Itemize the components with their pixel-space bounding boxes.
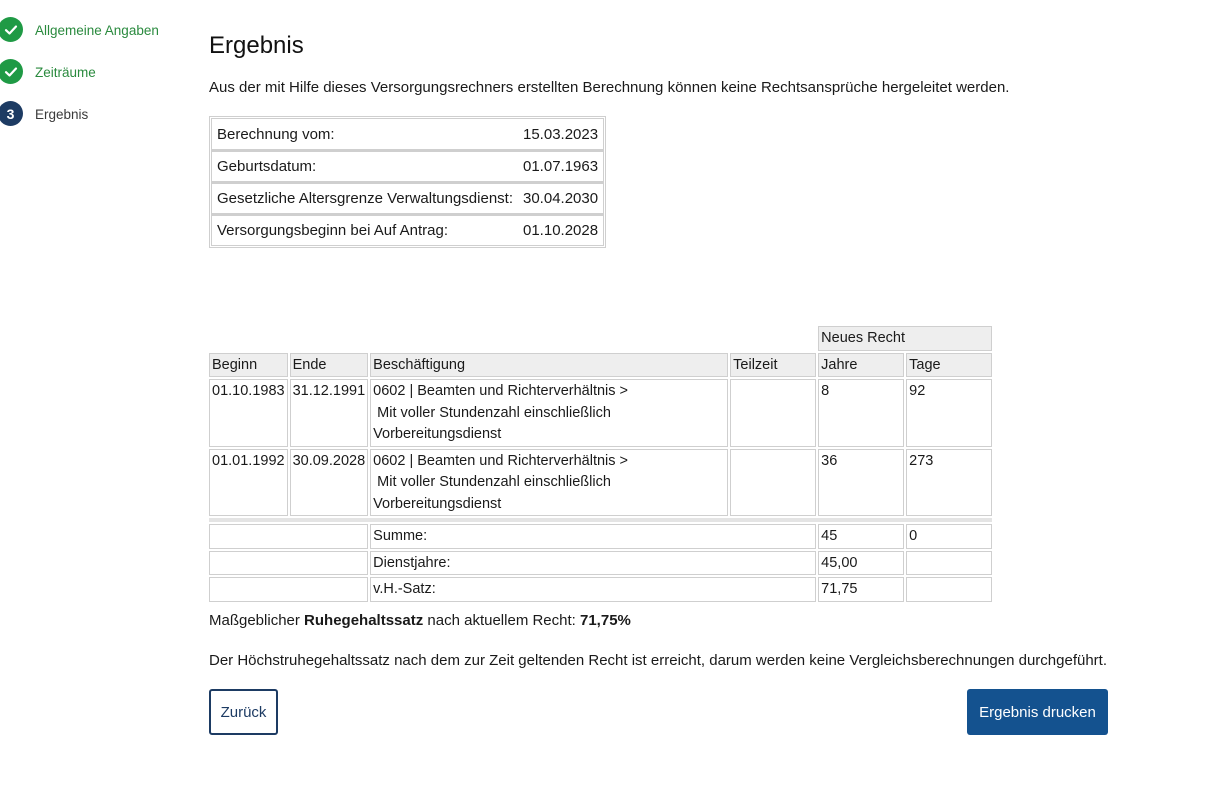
summary-jahre: 71,75 — [818, 577, 904, 602]
info-table — [209, 116, 606, 248]
info-label: Geburtsdatum: — [211, 150, 518, 182]
summary-prefix: Maßgeblicher — [209, 612, 305, 629]
print-result-button[interactable]: Ergebnis drucken — [967, 689, 1108, 735]
column-header-ende: Ende — [290, 353, 369, 378]
summary-label: Dienstjahre: — [370, 551, 816, 576]
beschaeftigung-line: 0602 | Beamten und Richterverhältnis > — [373, 452, 629, 469]
info-label: Gesetzliche Altersgrenze Verwaltungsdienst: — [211, 182, 518, 214]
ruhegehaltssatz-summary — [209, 611, 631, 631]
step-label: Ergebnis — [35, 107, 89, 122]
page-title: Ergebnis — [209, 32, 304, 59]
check-icon — [0, 17, 23, 42]
step-zeitraeume[interactable] — [0, 59, 190, 101]
group-header-row — [209, 326, 992, 351]
column-header-teilzeit: Teilzeit — [730, 353, 816, 378]
beschaeftigung-line: 0602 | Beamten und Richterverhältnis > — [373, 383, 629, 399]
cell-ende: 31.12.1991 — [290, 379, 369, 447]
beschaeftigung-line: Mit voller Stundenzahl einschließlich — [373, 474, 611, 490]
back-button[interactable]: Zurück — [209, 689, 278, 735]
cell-beschaeftigung — [370, 379, 728, 447]
column-header-beginn: Beginn — [209, 353, 288, 378]
table-row — [209, 379, 992, 447]
comparison-note: Der Höchstruhegehaltssatz nach dem zur Zeit geltenden Recht ist erreicht, darum werden keine Vergleichsberechnungen durchgeführt. — [209, 652, 1108, 669]
summary-term: Ruhegehaltssatz — [304, 612, 424, 629]
column-header-jahre: Jahre — [818, 353, 904, 378]
column-header-row — [209, 353, 992, 378]
summary-tage: 0 — [906, 524, 992, 549]
summary-row-dienstjahre — [209, 551, 992, 576]
info-row — [211, 118, 604, 150]
group-header-neues-recht: Neues Recht — [818, 326, 992, 351]
progress-stepper — [0, 17, 190, 143]
summary-middle: nach aktuellem Recht: — [423, 612, 580, 629]
result-content — [209, 30, 1119, 721]
cell-jahre: 36 — [818, 449, 904, 517]
disclaimer-text: Aus der mit Hilfe dieses Versorgungsrechners erstellten Berechnung können keine Rechtsansprüche hergeleitet werden. — [209, 79, 1010, 96]
beschaeftigung-line: Vorbereitungsdienst — [373, 426, 502, 442]
step-ergebnis[interactable] — [0, 101, 190, 143]
info-row — [211, 214, 604, 246]
cell-teilzeit — [730, 449, 816, 517]
summary-label: Summe: — [370, 524, 816, 549]
periods-table — [207, 324, 994, 604]
info-value: 01.07.1963 — [518, 150, 604, 182]
summary-label: v.H.-Satz: — [370, 577, 816, 602]
cell-jahre: 8 — [818, 379, 904, 447]
table-separator — [209, 518, 992, 522]
beschaeftigung-line: Mit voller Stundenzahl einschließlich — [373, 404, 611, 421]
summary-tage — [906, 577, 992, 602]
summary-jahre: 45,00 — [818, 551, 904, 576]
summary-row-summe — [209, 524, 992, 549]
summary-row-vh-satz — [209, 577, 992, 602]
cell-tage: 273 — [906, 449, 992, 517]
check-icon — [0, 59, 23, 84]
info-value: 01.10.2028 — [518, 214, 604, 246]
cell-ende: 30.09.2028 — [290, 449, 369, 517]
column-header-beschaeftigung: Beschäftigung — [370, 353, 728, 378]
cell-beginn: 01.10.1983 — [209, 379, 288, 447]
step-label: Allgemeine Angaben — [35, 23, 159, 38]
step-allgemeine-angaben[interactable] — [0, 17, 190, 59]
table-row — [209, 449, 992, 517]
info-label: Berechnung vom: — [211, 118, 518, 150]
summary-tage — [906, 551, 992, 576]
summary-value: 71,75% — [580, 612, 631, 629]
info-row — [211, 150, 604, 182]
beschaeftigung-line: Vorbereitungsdienst — [373, 495, 502, 512]
info-value: 15.03.2023 — [518, 118, 604, 150]
info-label: Versorgungsbeginn bei Auf Antrag: — [211, 214, 518, 246]
summary-jahre: 45 — [818, 524, 904, 549]
cell-beginn: 01.01.1992 — [209, 449, 288, 517]
info-value: 30.04.2030 — [518, 182, 604, 214]
column-header-tage: Tage — [906, 353, 992, 378]
step-label: Zeiträume — [35, 65, 96, 80]
info-row — [211, 182, 604, 214]
cell-teilzeit — [730, 379, 816, 447]
cell-tage: 92 — [906, 379, 992, 447]
step-number: 3 — [0, 101, 23, 126]
cell-beschaeftigung — [370, 449, 728, 517]
